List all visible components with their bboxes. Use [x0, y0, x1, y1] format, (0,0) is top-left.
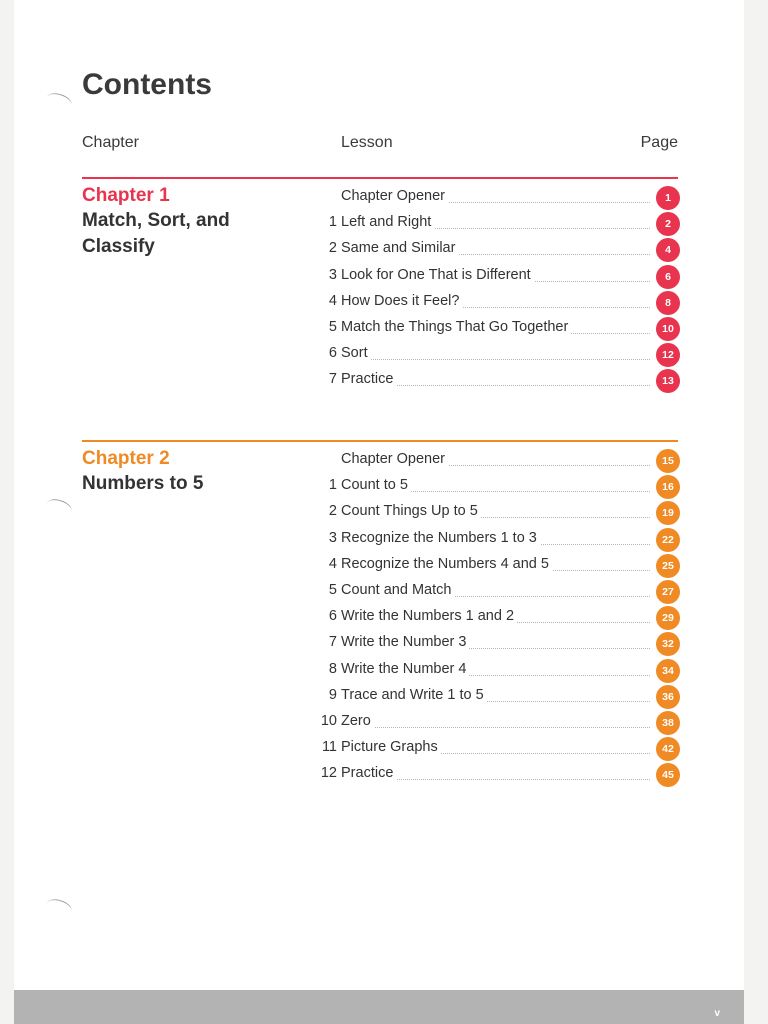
column-header-chapter: Chapter: [82, 134, 139, 151]
lesson-number: 12: [320, 765, 337, 782]
lesson-title: How Does it Feel?: [341, 293, 462, 309]
lesson-title: Picture Graphs: [341, 739, 441, 755]
lesson-row: [310, 317, 680, 343]
lesson-title: Zero: [341, 713, 374, 729]
page-number-badge: 34: [656, 659, 680, 683]
lesson-title: Match the Things That Go Together: [341, 319, 571, 335]
lesson-row: [310, 475, 680, 501]
lesson-row: [310, 606, 680, 632]
page-title: Contents: [82, 68, 212, 101]
page-number-badge: 10: [656, 317, 680, 341]
lesson-number: 2: [328, 240, 337, 257]
lesson-number: 1: [328, 477, 337, 494]
lesson-title: Trace and Write 1 to 5: [341, 687, 487, 703]
lesson-number: 1: [328, 214, 337, 231]
lesson-row: [310, 212, 680, 238]
page-number-badge: 1: [656, 186, 680, 210]
lesson-title: Look for One That is Different: [341, 267, 534, 283]
lesson-row: [310, 369, 680, 395]
lesson-title: Left and Right: [341, 214, 434, 230]
page-number-badge: 6: [656, 265, 680, 289]
lesson-number: 4: [328, 292, 337, 309]
lesson-number: 11: [321, 739, 337, 756]
lesson-title: Practice: [341, 371, 396, 387]
page-number-badge: 12: [656, 343, 680, 367]
chapter-number: Chapter 2: [82, 448, 170, 469]
lesson-row: [310, 265, 680, 291]
lesson-row: [310, 711, 680, 737]
lesson-row: [310, 632, 680, 658]
page-number-badge: 25: [656, 554, 680, 578]
lesson-number: 6: [328, 608, 337, 625]
page-number-badge: 16: [656, 475, 680, 499]
lesson-number: 6: [328, 345, 337, 362]
page-number-badge: 19: [656, 501, 680, 525]
chapter-title: Numbers to 5: [82, 473, 204, 494]
chapter-divider: [82, 440, 678, 442]
lesson-title: Practice: [341, 765, 396, 781]
lesson-row: [310, 186, 680, 212]
lesson-number: 5: [328, 319, 337, 335]
chapter-number: Chapter 1: [82, 185, 170, 206]
lesson-number: 4: [328, 555, 337, 572]
lesson-number: 3: [328, 529, 337, 546]
lesson-row: [310, 291, 680, 317]
lesson-number: 2: [328, 503, 337, 520]
chapter-divider: [82, 177, 678, 179]
lesson-row: [310, 343, 680, 369]
lesson-title: Count to 5: [341, 477, 411, 493]
lesson-number: 10: [320, 713, 337, 729]
lesson-row: [310, 580, 680, 606]
lesson-title: Chapter Opener: [341, 188, 448, 204]
lesson-number: 3: [328, 266, 337, 283]
page-number-badge: 4: [656, 238, 680, 262]
lesson-row: [310, 659, 680, 685]
lesson-row: [310, 554, 680, 580]
footer-bar: [14, 990, 744, 1024]
lesson-title: Chapter Opener: [341, 451, 448, 467]
column-header-lesson: Lesson: [341, 134, 393, 151]
lesson-title: Count Things Up to 5: [341, 503, 481, 519]
page-number-badge: 38: [656, 711, 680, 735]
lesson-title: Count and Match: [341, 582, 454, 598]
lesson-row: [310, 685, 680, 711]
lesson-title: Sort: [341, 345, 371, 361]
page-number-badge: 29: [656, 606, 680, 630]
page-number-badge: 15: [656, 449, 680, 473]
page-number-badge: 32: [656, 632, 680, 656]
lesson-number: 5: [328, 582, 337, 598]
lesson-row: [310, 449, 680, 475]
lesson-title: Write the Number 4: [341, 661, 469, 677]
lesson-title: Same and Similar: [341, 240, 458, 256]
page-number-badge: 36: [656, 685, 680, 709]
lesson-row: [310, 763, 680, 789]
page-number-badge: 27: [656, 580, 680, 604]
lesson-row: [310, 501, 680, 527]
lesson-row: [310, 238, 680, 264]
page-number-badge: 22: [656, 528, 680, 552]
dot-leader: [341, 727, 650, 728]
page-number-badge: 2: [656, 212, 680, 236]
page-number-badge: 45: [656, 763, 680, 787]
lesson-number: 8: [328, 660, 337, 677]
lesson-number: 9: [328, 686, 337, 703]
lesson-title: Recognize the Numbers 4 and 5: [341, 556, 552, 572]
page-number: v: [714, 1008, 720, 1019]
column-header-page: Page: [640, 134, 678, 151]
lesson-title: Recognize the Numbers 1 to 3: [341, 530, 540, 546]
page-number-badge: 13: [656, 369, 680, 393]
page-number-badge: 42: [656, 737, 680, 761]
dot-leader: [341, 359, 650, 360]
chapter-title: Match, Sort, and Classify: [82, 210, 230, 257]
lesson-number: 7: [328, 634, 337, 651]
lesson-row: [310, 737, 680, 763]
page-number-badge: 8: [656, 291, 680, 315]
lesson-number: 7: [328, 371, 337, 388]
lesson-title: Write the Numbers 1 and 2: [341, 608, 517, 624]
lesson-title: Write the Number 3: [341, 634, 469, 650]
lesson-row: [310, 528, 680, 554]
